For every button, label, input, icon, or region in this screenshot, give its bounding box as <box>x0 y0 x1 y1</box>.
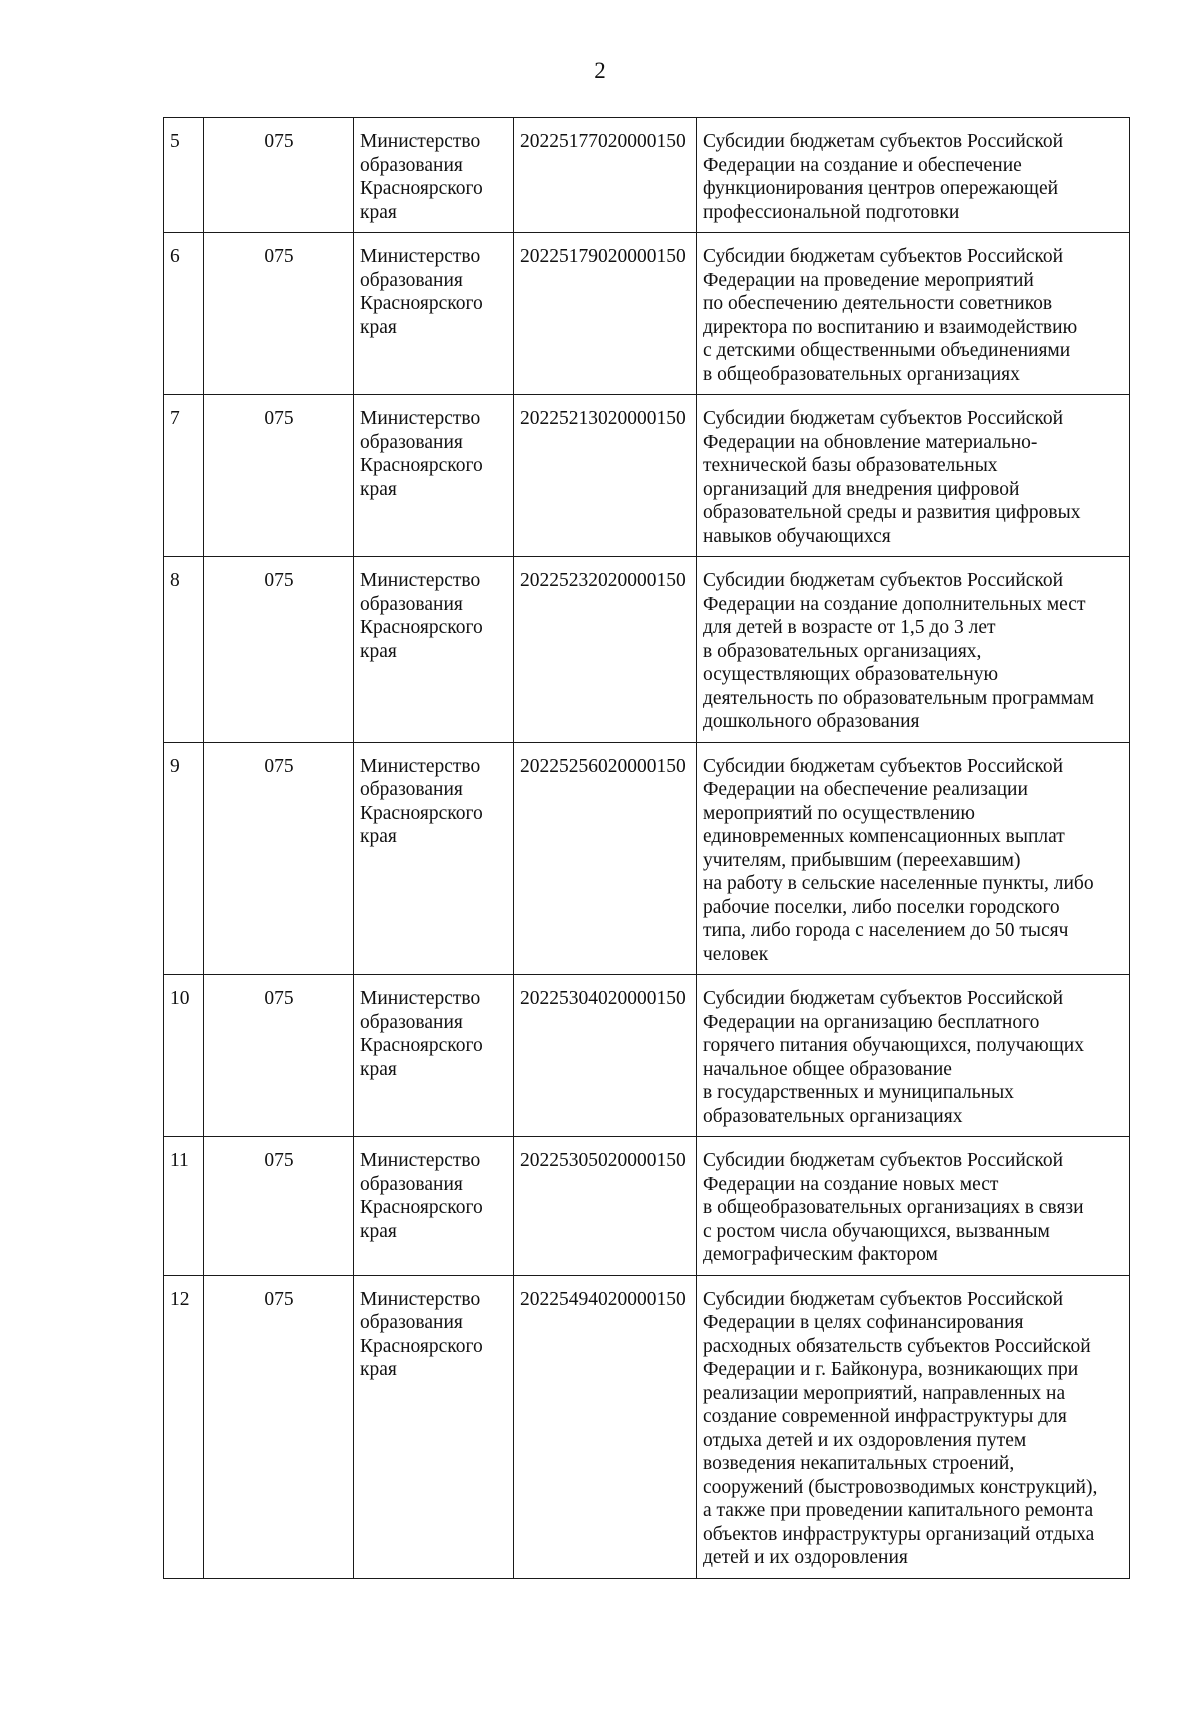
admin-code-cell: 075 <box>204 395 354 557</box>
description-line: Субсидии бюджетам субъектов Российской <box>703 408 1064 429</box>
description-cell <box>697 1137 1130 1276</box>
organization-line: Красноярского <box>360 293 483 314</box>
organization-line: Министерство <box>360 988 481 1009</box>
description-line: Субсидии бюджетам субъектов Российской <box>703 570 1064 591</box>
admin-code-cell: 075 <box>204 233 354 395</box>
description-line: горячего питания обучающихся, получающих <box>703 1035 1084 1056</box>
table-row <box>164 233 1130 395</box>
organization-line: Министерство <box>360 755 481 777</box>
organization-line: Красноярского <box>360 1335 483 1357</box>
description-line: Субсидии бюджетам субъектов Российской <box>703 1150 1064 1171</box>
organization-line: края <box>360 640 397 662</box>
description-line: технической базы образовательных <box>703 455 998 476</box>
description-line: в государственных и муниципальных <box>703 1082 1014 1103</box>
description-cell <box>697 975 1130 1137</box>
description-cell <box>697 557 1130 743</box>
table-body <box>164 118 1130 1579</box>
organization-line: образования <box>360 269 463 291</box>
table-row <box>164 975 1130 1137</box>
description-line: Субсидии бюджетам субъектов Российской <box>703 755 1064 777</box>
row-number-cell: 6 <box>164 233 204 395</box>
organization-cell <box>354 118 514 233</box>
description-line: Субсидии бюджетам субъектов Российской <box>703 1288 1064 1310</box>
revenue-code-cell: 20225177020000150 <box>514 118 697 233</box>
description-line: дошкольного образования <box>703 711 920 732</box>
description-line: учителям, прибывшим (переехавшим) <box>703 849 1021 871</box>
organization-line: образования <box>360 431 463 453</box>
description-line: функционирования центров опережающей <box>703 178 1059 199</box>
description-line: образовательных организациях <box>703 1105 963 1127</box>
description-line: демографическим фактором <box>703 1244 938 1265</box>
admin-code-cell: 075 <box>204 975 354 1137</box>
organization-cell <box>354 975 514 1137</box>
description-line: сооружений (быстровозводимых конструкций), <box>703 1476 1098 1498</box>
revenue-code-cell: 20225213020000150 <box>514 395 697 557</box>
description-line: Федерации на создание и обеспечение <box>703 154 1022 176</box>
description-line: Субсидии бюджетам субъектов Российской <box>703 988 1064 1009</box>
organization-line: Красноярского <box>360 455 483 476</box>
table-row <box>164 557 1130 743</box>
organization-line: Красноярского <box>360 1197 483 1218</box>
table-row <box>164 742 1130 975</box>
organization-line: края <box>360 1058 397 1080</box>
description-line: человек <box>703 943 769 965</box>
description-line: Федерации в целях софинансирования <box>703 1312 1024 1333</box>
row-number-cell: 8 <box>164 557 204 743</box>
organization-cell <box>354 233 514 395</box>
description-line: Федерации на проведение мероприятий <box>703 269 1034 291</box>
admin-code-cell: 075 <box>204 118 354 233</box>
description-line: профессиональной подготовки <box>703 201 960 223</box>
revenue-code-cell: 20225494020000150 <box>514 1275 697 1578</box>
budget-table <box>163 117 1130 1579</box>
description-line: мероприятий по осуществлению <box>703 802 975 824</box>
organization-cell <box>354 1275 514 1578</box>
description-line: осуществляющих образовательную <box>703 664 999 685</box>
description-line: с детскими общественными объединениями <box>703 340 1071 361</box>
organization-line: Красноярского <box>360 617 483 638</box>
organization-line: Министерство <box>360 1150 481 1171</box>
organization-line: образования <box>360 779 463 800</box>
row-number-cell: 9 <box>164 742 204 975</box>
description-line: Субсидии бюджетам субъектов Российской <box>703 246 1064 267</box>
description-line: объектов инфраструктуры организаций отдыха <box>703 1523 1095 1545</box>
description-line: образовательной среды и развития цифровых <box>703 502 1081 523</box>
description-line: для детей в возрасте от 1,5 до 3 лет <box>703 617 996 638</box>
description-line: Федерации на обеспечение реализации <box>703 779 1028 800</box>
description-line: в общеобразовательных организациях <box>703 363 1020 385</box>
organization-line: Министерство <box>360 246 481 267</box>
description-line: в общеобразовательных организациях в связи <box>703 1197 1084 1218</box>
organization-line: края <box>360 316 397 338</box>
organization-cell <box>354 557 514 743</box>
row-number-cell: 10 <box>164 975 204 1137</box>
description-line: начальное общее образование <box>703 1058 952 1080</box>
description-line: Федерации на организацию бесплатного <box>703 1011 1040 1033</box>
description-cell <box>697 118 1130 233</box>
description-cell <box>697 233 1130 395</box>
description-line: отдыха детей и их оздоровления путем <box>703 1429 1027 1451</box>
description-line: директора по воспитанию и взаимодействию <box>703 316 1078 338</box>
description-line: а также при проведении капитального ремонта <box>703 1500 1094 1521</box>
description-line: Федерации на создание дополнительных мест <box>703 593 1086 615</box>
description-line: на работу в сельские населенные пункты, либо <box>703 873 1094 894</box>
row-number-cell: 11 <box>164 1137 204 1276</box>
description-line: Субсидии бюджетам субъектов Российской <box>703 131 1064 152</box>
organization-line: края <box>360 1359 397 1380</box>
table-row <box>164 118 1130 233</box>
organization-line: Министерство <box>360 408 481 429</box>
description-line: рабочие поселки, либо поселки городского <box>703 896 1060 918</box>
organization-line: образования <box>360 154 463 176</box>
organization-cell <box>354 395 514 557</box>
description-line: возведения некапитальных строений, <box>703 1453 1015 1474</box>
description-line: типа, либо города с населением до 50 тысяч <box>703 920 1069 941</box>
table-row <box>164 395 1130 557</box>
description-line: навыков обучающихся <box>703 525 891 547</box>
description-line: организаций для внедрения цифровой <box>703 478 1020 500</box>
revenue-code-cell: 20225232020000150 <box>514 557 697 743</box>
organization-line: края <box>360 1220 397 1242</box>
description-cell <box>697 395 1130 557</box>
page-number: 2 <box>594 58 606 83</box>
organization-line: Министерство <box>360 1288 481 1310</box>
table-row <box>164 1275 1130 1578</box>
organization-line: Красноярского <box>360 1035 483 1056</box>
organization-line: Красноярского <box>360 802 483 824</box>
organization-line: образования <box>360 1011 463 1033</box>
organization-line: края <box>360 201 397 223</box>
revenue-code-cell: 20225304020000150 <box>514 975 697 1137</box>
description-line: деятельность по образовательным программам <box>703 687 1094 709</box>
revenue-code-cell: 20225305020000150 <box>514 1137 697 1276</box>
description-line: Федерации на обновление материально- <box>703 431 1038 453</box>
organization-line: края <box>360 478 397 500</box>
organization-line: образования <box>360 1312 463 1333</box>
revenue-code-cell: 20225256020000150 <box>514 742 697 975</box>
row-number-cell: 12 <box>164 1275 204 1578</box>
organization-line: Красноярского <box>360 178 483 199</box>
row-number-cell: 5 <box>164 118 204 233</box>
description-line: реализации мероприятий, направленных на <box>703 1382 1066 1404</box>
organization-line: образования <box>360 1173 463 1195</box>
description-line: в образовательных организациях, <box>703 640 982 662</box>
revenue-code-cell: 20225179020000150 <box>514 233 697 395</box>
organization-line: образования <box>360 593 463 615</box>
admin-code-cell: 075 <box>204 1275 354 1578</box>
organization-cell <box>354 742 514 975</box>
description-line: с ростом числа обучающихся, вызванным <box>703 1220 1050 1242</box>
description-line: создание современной инфраструктуры для <box>703 1406 1067 1427</box>
admin-code-cell: 075 <box>204 557 354 743</box>
table-row <box>164 1137 1130 1276</box>
organization-line: Министерство <box>360 131 481 152</box>
admin-code-cell: 075 <box>204 1137 354 1276</box>
organization-cell <box>354 1137 514 1276</box>
row-number-cell: 7 <box>164 395 204 557</box>
description-cell <box>697 1275 1130 1578</box>
description-line: по обеспечению деятельности советников <box>703 293 1053 314</box>
organization-line: края <box>360 826 397 847</box>
description-line: единовременных компенсационных выплат <box>703 826 1065 847</box>
description-line: детей и их оздоровления <box>703 1547 908 1568</box>
description-line: Федерации на создание новых мест <box>703 1173 999 1195</box>
description-line: Федерации и г. Байконура, возникающих при <box>703 1359 1079 1380</box>
description-line: расходных обязательств субъектов Российской <box>703 1335 1091 1357</box>
description-cell <box>697 742 1130 975</box>
admin-code-cell: 075 <box>204 742 354 975</box>
organization-line: Министерство <box>360 570 481 591</box>
